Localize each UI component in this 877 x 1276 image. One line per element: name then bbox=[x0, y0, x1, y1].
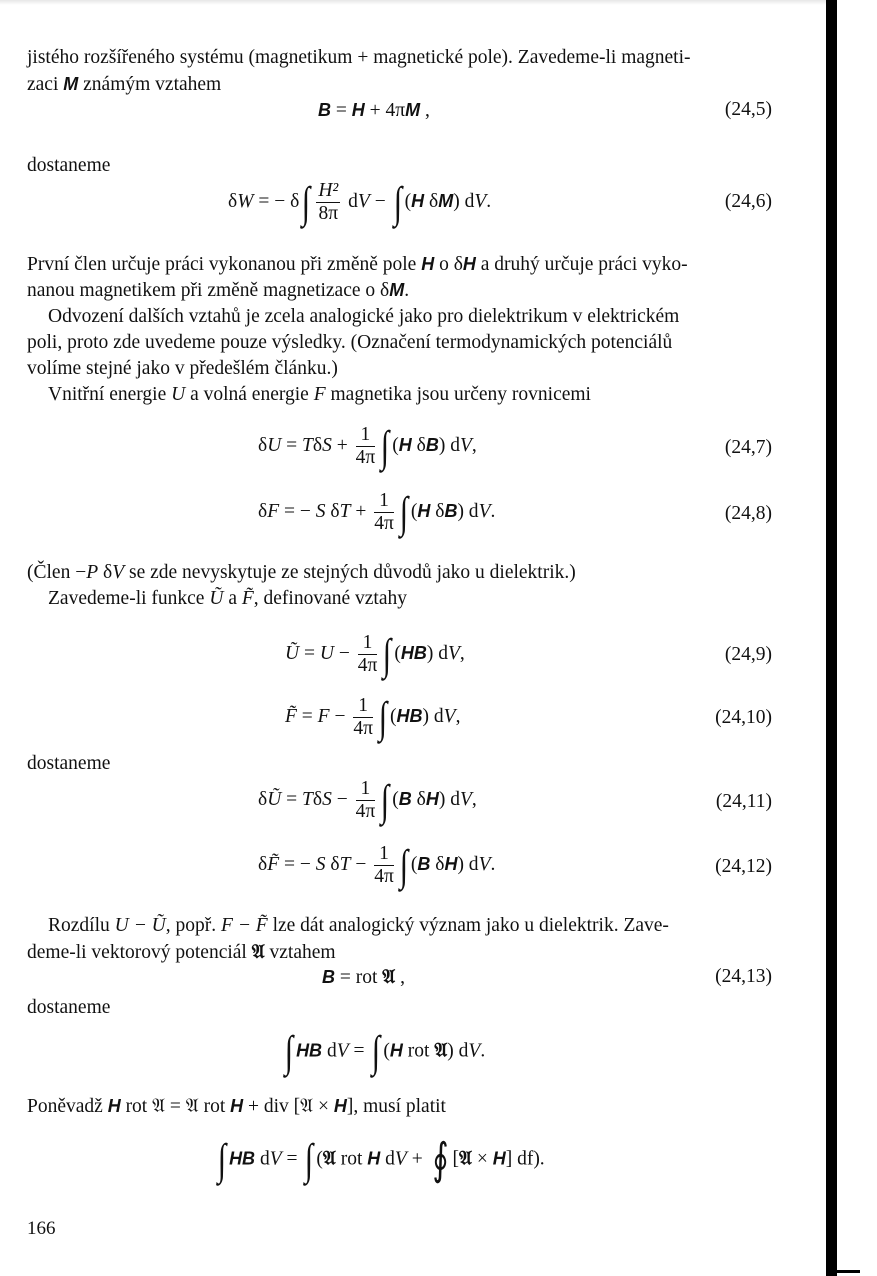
equation-number: (24,11) bbox=[715, 791, 772, 812]
equation-number: (24,5) bbox=[724, 99, 772, 120]
text-line: Vnitřní energie U a volná energie F magnetika jsou určeny rovnicemi bbox=[48, 384, 591, 405]
text-line: dostaneme bbox=[27, 155, 111, 176]
scan-top-edge bbox=[0, 0, 830, 5]
text-line: zaci M známým vztahem bbox=[27, 74, 222, 95]
equation-unnumbered-2: ∫ HB dV = ∫ (𝔄 rot H dV + ∮ [𝔄 × H] df). bbox=[217, 1135, 545, 1184]
text-line: volíme stejné jako v předešlém článku.) bbox=[27, 358, 338, 379]
page-binding-edge bbox=[826, 0, 837, 1276]
text-line: První člen určuje práci vykonanou při změně pole H o δH a druhý určuje práci vyko- bbox=[27, 254, 688, 275]
page-binding-foot bbox=[836, 1270, 860, 1273]
text-line: jistého rozšířeného systému (magnetikum + magnetické pole). Zavedeme-li magneti- bbox=[27, 47, 691, 68]
text-line: dostaneme bbox=[27, 753, 111, 774]
equation-number: (24,9) bbox=[724, 644, 772, 665]
equation-unnumbered-1: ∫ HB dV = ∫ (H rot 𝔄) dV. bbox=[284, 1027, 486, 1076]
text-line: (Člen −P δV se zde nevyskytuje ze stejných důvodů jako u dielektrik.) bbox=[27, 562, 576, 583]
equation-24-11: δŨ = TδS − $\frac{1}{4\pi}$ ∫ (B δH) dV, bbox=[258, 775, 477, 825]
equation-24-7: δU = TδS + $\frac{1}{4\pi}$ ∫ (H δB) dV, bbox=[258, 421, 477, 471]
equation-24-13: B = rot 𝔄 , bbox=[322, 965, 405, 988]
equation-24-5: B = H + 4πM , bbox=[318, 100, 430, 121]
equation-number: (24,12) bbox=[715, 856, 772, 877]
equation-number: (24,7) bbox=[724, 437, 772, 458]
text-line: Rozdílu U − Ũ, popř. F − F̃ lze dát analogický význam jako u dielektrik. Zave- bbox=[48, 915, 669, 936]
text-line: Poněvadž H rot 𝔄 = 𝔄 rot H + div [𝔄 × H], musí platit bbox=[27, 1096, 446, 1117]
text-line: Zavedeme-li funkce Ũ a F̃, definované vztahy bbox=[48, 588, 407, 609]
equation-24-6: δW = − δ∫ $\frac{\text{H²}}{8\pi}$ dV − ∫ (H δM) dV. bbox=[228, 177, 492, 227]
equation-24-10: F̃ = F − $\frac{1}{4\pi}$ ∫ (HB) dV, bbox=[285, 692, 461, 742]
equation-24-9: Ũ = U − $\frac{1}{4\pi}$ ∫ (HB) dV, bbox=[285, 629, 465, 679]
equation-24-8: δF = − S δT + $\frac{1}{4\pi}$ ∫ (H δB) dV. bbox=[258, 487, 496, 537]
text-line: nanou magnetikem při změně magnetizace o δM. bbox=[27, 280, 410, 301]
equation-24-12: δF̃ = − S δT − $\frac{1}{4\pi}$ ∫ (B δH) dV. bbox=[258, 840, 496, 890]
equation-number: (24,13) bbox=[715, 966, 772, 987]
equation-number: (24,8) bbox=[724, 503, 772, 524]
text-line: Odvození dalších vztahů je zcela analogické jako pro dielektrikum v elektrickém bbox=[48, 306, 680, 327]
page-number: 166 bbox=[27, 1218, 56, 1239]
equation-number: (24,6) bbox=[724, 191, 772, 212]
text-line: dostaneme bbox=[27, 997, 111, 1018]
equation-number: (24,10) bbox=[715, 707, 772, 728]
text-line: deme-li vektorový potenciál 𝔄 vztahem bbox=[27, 940, 336, 963]
text-line: poli, proto zde uvedeme pouze výsledky. (Označení termodynamických potenciálů bbox=[27, 332, 673, 353]
